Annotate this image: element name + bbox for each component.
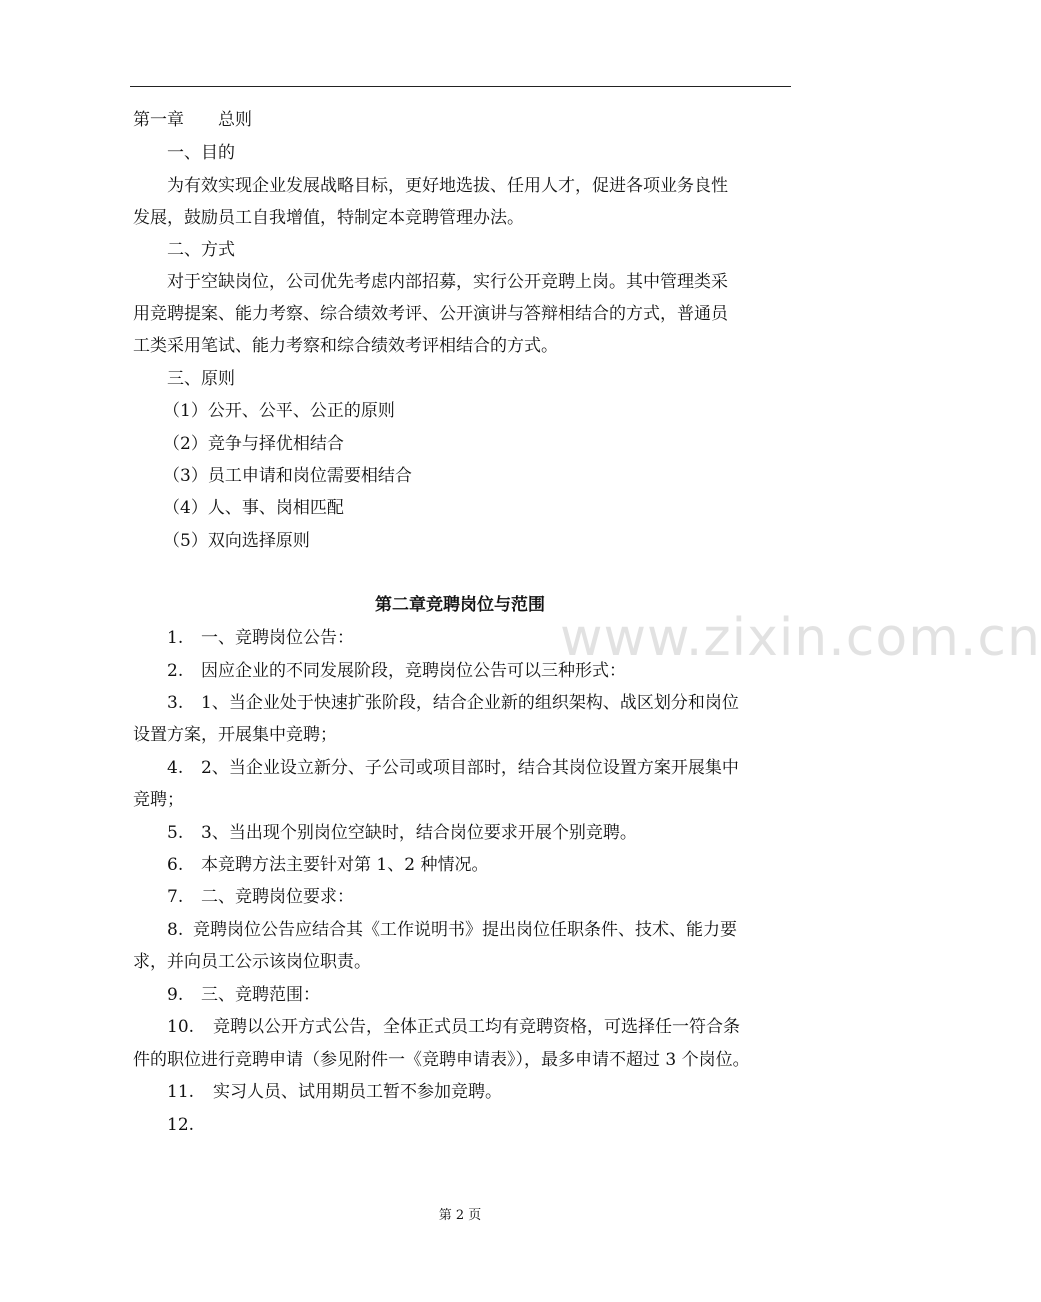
list-item-text: 因应企业的不同发展阶段，竞聘岗位公告可以三种形式： [201,661,626,681]
list-item-text: 三、竞聘范围： [201,985,320,1005]
list-item-number: 1. [167,628,184,648]
watermark: www.zixin.com.cn [560,608,1041,668]
list-item [167,1015,827,1039]
header-rule [130,86,791,87]
section-1-heading: 一、目的 [167,143,235,163]
list-item-number: 4. [167,758,184,778]
principle-item: （5）双向选择原则 [163,531,310,551]
list-item-number: 7. [167,887,184,907]
list-item-number: 12. [167,1115,195,1135]
principle-item: （3）员工申请和岗位需要相结合 [163,466,412,486]
list-item-continuation: 求，并向员工公示该岗位职责。 [133,952,371,972]
list-item-number: 9. [167,985,184,1005]
list-item-number: 11. [167,1082,195,1102]
section-1-paragraph-line: 发展，鼓励员工自我增值，特制定本竞聘管理办法。 [133,208,524,228]
list-item-number: 3. [167,693,184,713]
section-2-paragraph-line: 工类采用笔试、能力考察和综合绩效考评相结合的方式。 [133,336,558,356]
list-item-text: 实习人员、试用期员工暂不参加竞聘。 [213,1082,502,1102]
principle-item: （2）竞争与择优相结合 [163,434,344,454]
list-item [167,853,827,877]
list-item-text: 二、竞聘岗位要求： [201,887,354,907]
page-number: 第 2 页 [438,1208,482,1223]
section-1-paragraph-line: 为有效实现企业发展战略目标，更好地选拔、任用人才，促进各项业务良性 [167,176,728,196]
list-item-text: 竞聘岗位公告应结合其《工作说明书》提出岗位任职条件、技术、能力要 [193,920,737,940]
list-item-number: 5. [167,823,184,843]
list-item [167,691,827,715]
list-item [167,983,827,1007]
list-item [167,918,827,942]
list-item-text: 3、当出现个别岗位空缺时，结合岗位要求开展个别竞聘。 [201,823,637,843]
list-item-number: 10. [167,1017,195,1037]
principle-item: （4）人、事、岗相匹配 [163,498,344,518]
list-item [167,756,827,780]
list-item [167,821,827,845]
list-item-text: 1、当企业处于快速扩张阶段，结合企业新的组织架构、战区划分和岗位 [201,693,739,713]
list-item [167,1113,827,1137]
list-item-continuation: 竞聘； [133,790,184,810]
list-item-number: 2. [167,661,184,681]
list-item-text: 一、竞聘岗位公告： [201,628,354,648]
section-3-heading: 三、原则 [167,369,235,389]
list-item-text: 竞聘以公开方式公告，全体正式员工均有竞聘资格，可选择任一符合条 [213,1017,740,1037]
chapter-2-title: 第二章竞聘岗位与范围 [375,595,545,615]
list-item-continuation: 设置方案，开展集中竞聘； [133,725,337,745]
list-item [167,885,827,909]
list-item-text: 本竞聘方法主要针对第 1、2 种情况。 [201,855,489,875]
section-2-paragraph-line: 对于空缺岗位，公司优先考虑内部招募，实行公开竞聘上岗。其中管理类采 [167,272,728,292]
list-item-number: 8. [167,920,184,940]
list-item-continuation: 件的职位进行竞聘申请（参见附件一《竞聘申请表》），最多申请不超过 3 个岗位。 [133,1050,750,1070]
list-item [167,1080,827,1104]
list-item-number: 6. [167,855,184,875]
section-2-heading: 二、方式 [167,240,235,260]
section-2-paragraph-line: 用竞聘提案、能力考察、综合绩效考评、公开演讲与答辩相结合的方式，普通员 [133,304,728,324]
principle-item: （1）公开、公平、公正的原则 [163,401,395,421]
chapter-1-title: 第一章 总则 [133,110,252,130]
list-item-text: 2、当企业设立新分、子公司或项目部时，结合其岗位设置方案开展集中 [201,758,739,778]
